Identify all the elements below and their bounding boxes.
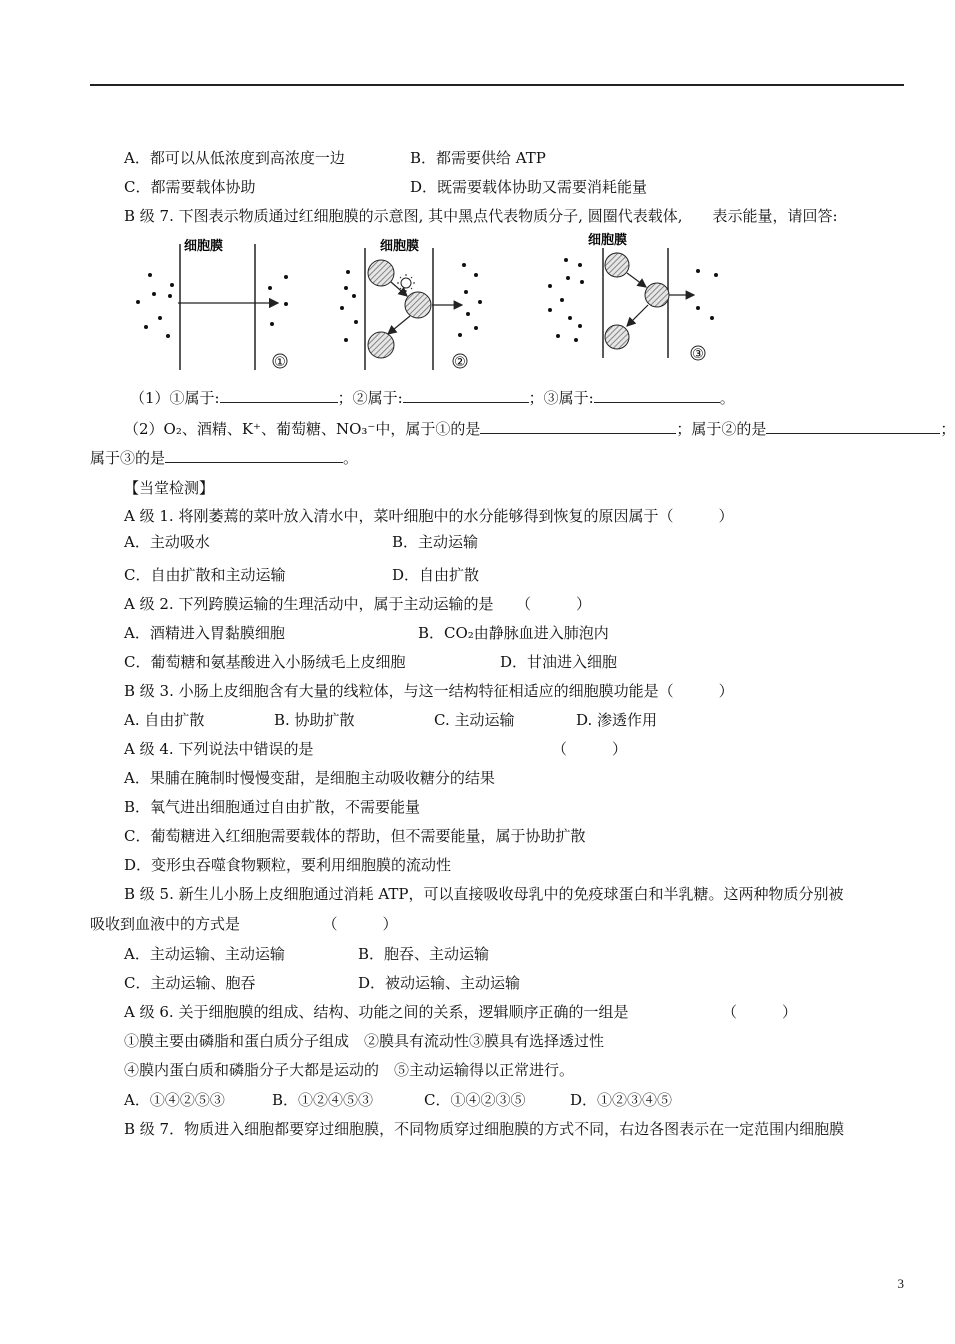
carrier-3c (605, 325, 629, 349)
panel-3 (548, 232, 718, 362)
carrier-2b (405, 292, 431, 318)
question-1-option-d: D．自由扩散 (392, 566, 480, 584)
question-4-paren: （ ） (552, 740, 628, 758)
q7-sub2-prefix: （2）O₂、酒精、K⁺、葡萄糖、NO₃⁻中，属于①的是 (124, 420, 481, 438)
question-2-option-c: C．葡萄糖和氨基酸进入小肠绒毛上皮细胞 (124, 653, 406, 671)
q7-sub2-end: ； (940, 420, 955, 438)
question-2-stem: A 级 2. 下列跨膜运输的生理活动中，属于主动运输的是 （ ） (124, 595, 591, 613)
panel-1 (136, 238, 288, 370)
q7-sub1-prefix: （1）①属于: (130, 389, 220, 407)
carrier-3b (645, 283, 669, 307)
option-a: A．都可以从低浓度到高浓度一边 (124, 149, 345, 167)
option-d: D．既需要载体协助又需要消耗能量 (410, 178, 648, 196)
transport-arrow-2b (388, 316, 410, 334)
answer-blank-2[interactable] (403, 388, 529, 403)
q7-sub1-mid2: ；③属于: (528, 389, 594, 407)
question-6-option-d: D．①②③④⑤ (570, 1091, 673, 1109)
question-1-stem: A 级 1. 将刚萎蔫的菜叶放入清水中，菜叶细胞中的水分能够得到恢复的原因属于（ ） (124, 507, 734, 525)
molecules-inside-1 (268, 275, 288, 326)
q7-sub2-line2 (90, 448, 358, 468)
question-5-option-a: A．主动运输、主动运输 (124, 945, 285, 963)
molecules-inside-3 (696, 269, 718, 320)
question-6-stem: A 级 6. 关于细胞膜的组成、结构、功能之间的关系，逻辑顺序正确的一组是 (124, 1003, 629, 1021)
q7-intro (124, 206, 838, 226)
transport-arrow-3b (627, 305, 648, 326)
molecules-inside-2 (458, 263, 482, 337)
carrier-2c (368, 332, 394, 358)
carrier-2a (368, 260, 394, 286)
q7-sub2-mid: ；属于②的是 (676, 420, 767, 438)
question-3-stem: B 级 3. 小肠上皮细胞含有大量的线粒体，与这一结构特征相适应的细胞膜功能是（ ） (124, 682, 734, 700)
panel-label-3: ③ (692, 347, 704, 362)
q7-sub2-line1 (124, 419, 955, 439)
membrane-label-2: 细胞膜 (380, 239, 420, 254)
question-6-items-line2: ④膜内蛋白质和磷脂分子大都是运动的 ⑤主动运输得以正常进行。 (124, 1061, 575, 1079)
answer-blank-6[interactable] (165, 448, 343, 463)
question-3-option-a: A. 自由扩散 (124, 711, 205, 729)
q7-sub1-mid1: ；②属于: (337, 389, 403, 407)
question-3-option-c: C. 主动运输 (434, 711, 515, 729)
molecules-outside-2 (340, 270, 358, 342)
header-rule (90, 84, 904, 86)
membrane-label-1: 细胞膜 (184, 239, 224, 254)
question-1-option-b: B．主动运输 (392, 533, 479, 551)
question-5-stem-line2: 吸收到血液中的方式是 （ ） (90, 915, 398, 933)
question-3-option-d: D. 渗透作用 (576, 711, 658, 729)
question-5-option-d: D．被动运输、主动运输 (358, 974, 521, 992)
question-6-option-b: B．①②④⑤③ (272, 1091, 374, 1109)
q7-sub2-line2-end: 。 (343, 449, 359, 467)
molecules-outside-1 (136, 273, 174, 338)
q7-intro-text: B 级 7. 下图表示物质通过红细胞膜的示意图, 其中黑点代表物质分子, 圆圈代表载体, (124, 207, 683, 225)
option-c: C．都需要载体协助 (124, 178, 256, 196)
question-7-stem: B 级 7．物质进入细胞都要穿过细胞膜，不同物质穿过细胞膜的方式不同，右边各图表示在一定范围内细胞膜 (124, 1120, 845, 1138)
panel-label-1: ① (274, 355, 286, 370)
question-4-stem: A 级 4. 下列说法中错误的是 (124, 740, 314, 758)
question-2-option-b: B．CO₂由静脉血进入肺泡内 (418, 624, 609, 642)
q7-sub1-end: 。 (719, 389, 735, 407)
answer-blank-3[interactable] (594, 388, 720, 403)
question-5-option-c: C．主动运输、胞吞 (124, 974, 256, 992)
page-number: 3 (897, 1276, 904, 1291)
q7-sub2-line2-prefix: 属于③的是 (90, 449, 166, 467)
answer-blank-5[interactable] (766, 419, 940, 434)
question-5-option-b: B．胞吞、主动运输 (358, 945, 490, 963)
question-1-option-c: C．自由扩散和主动运输 (124, 566, 286, 584)
question-6-paren: （ ） (722, 1003, 798, 1021)
section-title: 【当堂检测】 (124, 479, 215, 497)
question-1-option-a: A．主动吸水 (124, 533, 210, 551)
transport-arrow-2a (391, 282, 407, 296)
question-4-option-c: C．葡萄糖进入红细胞需要载体的帮助，但不需要能量，属于协助扩散 (124, 827, 586, 845)
q7-sub1 (130, 388, 735, 408)
option-b: B．都需要供给 ATP (410, 149, 546, 167)
q7-intro-tail: 表示能量，请回答: (712, 207, 838, 225)
panel-2 (340, 238, 482, 370)
question-4-option-d: D．变形虫吞噬食物颗粒，要利用细胞膜的流动性 (124, 856, 452, 874)
question-4-option-a: A．果脯在腌制时慢慢变甜，是细胞主动吸收糖分的结果 (124, 769, 495, 787)
question-6-option-a: A．①④②⑤③ (124, 1091, 225, 1109)
question-4-option-b: B．氧气进出细胞通过自由扩散，不需要能量 (124, 798, 421, 816)
question-5-stem-line1: B 级 5. 新生儿小肠上皮细胞通过消耗 ATP，可以直接吸收母乳中的免疫球蛋白和半乳糖。这两种物质分别被 (124, 885, 844, 903)
question-2-option-d: D．甘油进入细胞 (500, 653, 618, 671)
molecules-outside-3 (548, 258, 584, 342)
carrier-3a (605, 253, 629, 277)
question-6-items-line1: ①膜主要由磷脂和蛋白质分子组成 ②膜具有流动性③膜具有选择透过性 (124, 1032, 605, 1050)
panel-label-2: ② (454, 355, 466, 370)
question-3-option-b: B. 协助扩散 (274, 711, 355, 729)
membrane-label-3: 细胞膜 (588, 233, 628, 248)
answer-blank-4[interactable] (480, 419, 676, 434)
transport-arrow-3a (627, 273, 646, 287)
question-2-option-a: A．酒精进入胃黏膜细胞 (124, 624, 285, 642)
answer-blank-1[interactable] (220, 388, 338, 403)
question-6-option-c: C．①④②③⑤ (424, 1091, 526, 1109)
membrane-transport-figure (120, 230, 740, 375)
